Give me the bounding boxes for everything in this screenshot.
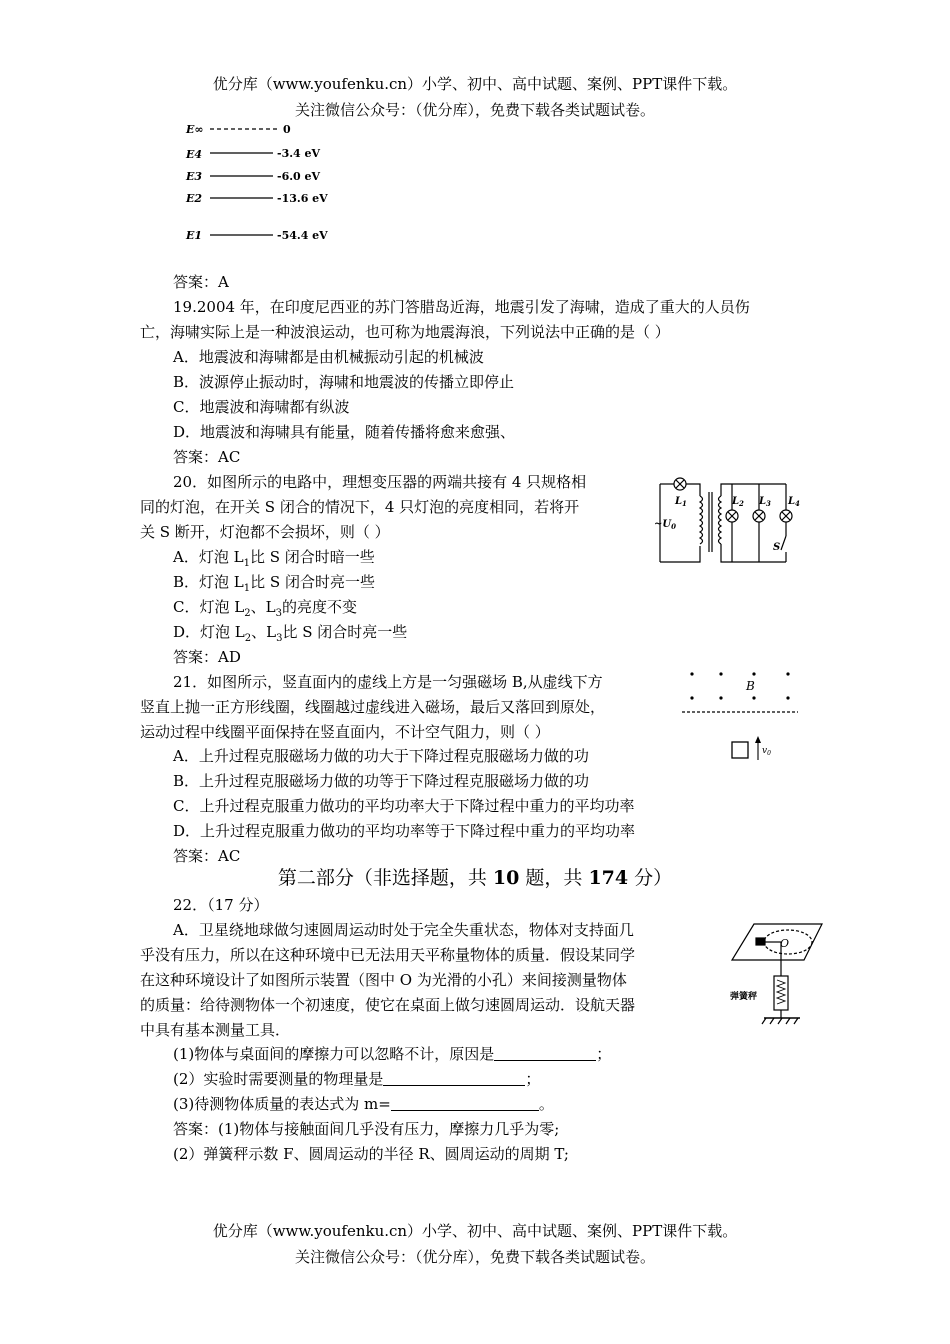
transformer-circuit-diagram <box>652 472 802 568</box>
level-value-2: -13.6 eV <box>277 192 328 205</box>
answer-blank-3 <box>391 1094 539 1111</box>
level-value-inf: 0 <box>283 123 291 136</box>
q22-stem-a-3: 在这种环境设计了如图所示装置（图中 O 为光滑的小孔）来间接测量物体 <box>140 971 627 989</box>
q19-stem-1: 19.2004 年，在印度尼西亚的苏门答腊岛近海，地震引发了海啸，造成了重大的人员伤 <box>173 298 750 316</box>
q19-option-c: C．地震波和海啸都有纵波 <box>173 398 350 416</box>
label-l4: $L_4$ <box>788 496 800 508</box>
primary-coil <box>700 496 703 544</box>
q21-stem-1: 21．如图所示，竖直面内的虚线上方是一匀强磁场 B,从虚线下方 <box>173 673 603 691</box>
square-coil <box>732 742 748 758</box>
q20-option-c: C．灯泡 $L_2$、$L_3$的亮度不变 <box>173 598 357 619</box>
secondary-coil <box>719 496 722 544</box>
q22-title: 22．（17 分） <box>173 896 269 914</box>
label-switch: S <box>773 542 781 553</box>
q20-option-d: D．灯泡 $L_2$、$L_3$比 S 闭合时亮一些 <box>173 623 408 644</box>
answer-blank-2 <box>383 1069 525 1086</box>
switch-s <box>781 536 786 550</box>
level-label-1: E1 <box>186 229 203 242</box>
velocity-arrow-icon <box>755 736 761 743</box>
level-label-4: E4 <box>186 148 203 161</box>
q20-stem-3: 关 S 断开，灯泡都不会损坏，则（ ） <box>140 523 390 541</box>
label-field-b: B <box>746 679 755 693</box>
q20-stem-1: 20．如图所示的电路中，理想变压器的两端共接有 4 只规格相 <box>173 473 587 491</box>
q22-stem-a-2: 乎没有压力，所以在这种环境中已无法用天平称量物体的质量．假设某同学 <box>140 946 636 964</box>
q21-option-a: A．上升过程克服磁场力做的功大于下降过程克服磁场力做的功 <box>173 747 589 765</box>
q19-stem-2: 亡，海啸实际上是一种波浪运动，也可称为地震海浪，下列说法中正确的是（ ） <box>140 323 670 341</box>
level-value-3: -6.0 eV <box>277 170 321 183</box>
q20-option-b: B．灯泡 $L_1$比 S 闭合时亮一些 <box>173 573 375 594</box>
footer-line-2: 关注微信公众号：（优分库），免费下载各类试题试卷。 <box>294 1248 655 1266</box>
q19-option-a: A．地震波和海啸都是由机械振动引起的机械波 <box>173 348 484 366</box>
q22-answer-1: 答案：(1)物体与接触面间几乎没有压力，摩擦力几乎为零; <box>173 1120 560 1138</box>
spring-scale-apparatus-diagram <box>728 918 824 1032</box>
q22-stem-a-4: 的质量：给待测物体一个初速度，使它在桌面上做匀速圆周运动．设航天器 <box>140 996 636 1014</box>
header-line-1: 优分库（www.youfenku.cn）小学、初中、高中试题、案例、PPT课件下载。 <box>212 75 738 93</box>
q22-answer-2: (2）弹簧秤示数 F、圆周运动的半径 R、圆周运动的周期 T; <box>173 1145 569 1163</box>
q21-option-b: B．上升过程克服磁场力做的功等于下降过程克服磁场力做的功 <box>173 772 590 790</box>
label-l3: $L_3$ <box>759 496 771 508</box>
q19-answer: 答案：AC <box>173 448 241 466</box>
q21-stem-3: 运动过程中线圈平面保持在竖直面内，不计空气阻力，则（ ） <box>140 723 550 741</box>
level-label-3: E3 <box>186 170 203 183</box>
footer-line-1: 优分库（www.youfenku.cn）小学、初中、高中试题、案例、PPT课件下载。 <box>212 1222 738 1240</box>
q20-stem-2: 同的灯泡，在开关 S 闭合的情况下，4 只灯泡的亮度相同，若将开 <box>140 498 580 516</box>
q22-sub-question-2: (2）实验时需要测量的物理量是 ； <box>173 1070 541 1088</box>
level-label-2: E2 <box>186 192 203 205</box>
q20-option-a: A．灯泡 $L_1$比 S 闭合时暗一些 <box>173 548 375 569</box>
q19-option-b: B．波源停止振动时，海啸和地震波的传播立即停止 <box>173 373 515 391</box>
energy-level-diagram <box>180 118 350 250</box>
label-spring-scale: 弹簧秤 <box>730 992 758 1002</box>
q22-stem-a-5: 中具有基本测量工具． <box>140 1021 291 1039</box>
q19-option-d: D．地震波和海啸具有能量，随着传播将愈来愈强、 <box>173 423 516 441</box>
magnetic-field-diagram <box>680 664 800 770</box>
q21-answer: 答案：AC <box>173 847 241 865</box>
label-l1: $L_1$ <box>675 496 687 508</box>
part2-heading: 第二部分（非选择题，共 10 题，共 174 分） <box>277 867 673 889</box>
object-block <box>756 938 765 945</box>
label-source: $\sim U_0$ <box>654 519 676 531</box>
q22-sub-question-3: (3)待测物体质量的表达式为 m= 。 <box>173 1095 554 1113</box>
q22-stem-a-1: A．卫星绕地球做匀速圆周运动时处于完全失重状态，物体对支持面几 <box>173 921 634 939</box>
field-dots <box>690 672 789 699</box>
label-l2: $L_2$ <box>732 496 744 508</box>
level-label-inf: E∞ <box>186 123 204 136</box>
q20-answer: 答案：AD <box>173 648 241 666</box>
q21-option-c: C．上升过程克服重力做功的平均功率大于下降过程中重力的平均功率 <box>173 797 635 815</box>
level-value-4: -3.4 eV <box>277 147 321 160</box>
q18-answer: 答案：A <box>173 273 229 291</box>
header-line-2: 关注微信公众号：（优分库），免费下载各类试题试卷。 <box>294 101 655 119</box>
q22-sub-question-1: (1)物体与桌面间的摩擦力可以忽略不计，原因是 ； <box>173 1045 612 1063</box>
answer-blank-1 <box>494 1044 596 1061</box>
level-value-1: -54.4 eV <box>277 229 328 242</box>
q21-option-d: D．上升过程克服重力做功的平均功率等于下降过程中重力的平均功率 <box>173 822 636 840</box>
label-hole-o: O <box>780 937 790 950</box>
spring-coil <box>777 980 785 1004</box>
label-velocity: $v_0$ <box>762 746 771 757</box>
q21-stem-2: 竖直上抛一正方形线圈，线圈越过虚线进入磁场，最后又落回到原处， <box>140 698 606 716</box>
